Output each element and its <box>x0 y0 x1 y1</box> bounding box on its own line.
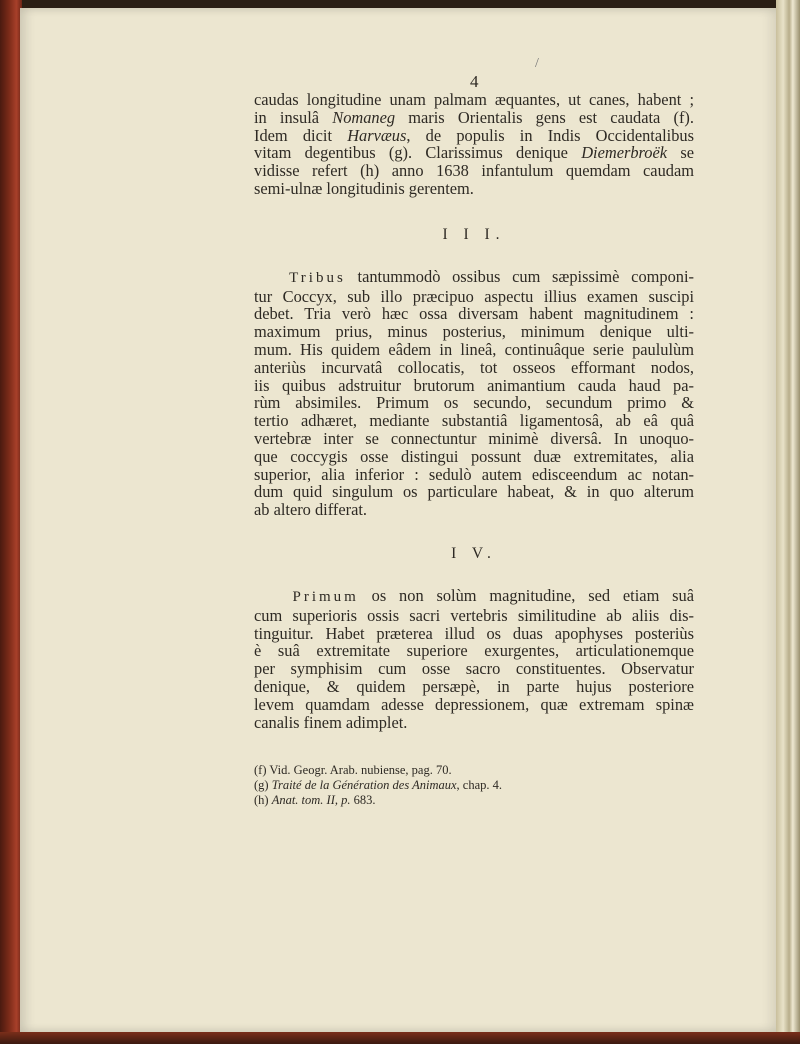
section-heading-4: I V. <box>451 544 497 562</box>
text-line: levem quamdam adesse depressionem, quæ extremam spinæ <box>254 694 694 714</box>
text-line: iis quibus adstruitur brutorum animantium cauda haud pa- <box>254 375 694 395</box>
text-line: ab altero differat. <box>254 500 368 520</box>
text-line: rùm absimiles. Primum os secundo, secundum primo & <box>254 393 694 413</box>
paragraph-section-4 <box>254 587 694 731</box>
text-line: maximum prius, minus posterius, minimum denique ulti- <box>254 322 694 342</box>
text-line: tertio adhæret, mediante substantiâ ligamentosâ, ab eâ quâ <box>254 411 694 431</box>
footnote-g: (g) Traité de la Génération des Animaux, chap. 4. <box>254 778 503 793</box>
page-number: 4 <box>470 72 479 91</box>
book-top-edge <box>0 0 800 8</box>
text-line: tinguitur. Habet præterea illud os duas apophyses posteriùs <box>254 623 694 643</box>
text-line: denique, & quidem persæpè, in parte hujus posteriore <box>254 676 694 696</box>
text-line: anteriùs incurvatâ collocatis, tot osseos efformant nodos, <box>254 357 694 377</box>
text-line: vidisse refert (h) anno 1638 infantulum quemdam caudam <box>254 161 694 181</box>
text-block <box>254 74 694 808</box>
text-line: caudas longitudine unam palmam æquantes, ut canes, habent ; <box>254 90 694 109</box>
paragraph-section-3 <box>254 268 694 519</box>
text-line: vitam degentibus (g). Clarissimus denique Diemerbroëk se <box>254 143 694 163</box>
text-line: tur Coccyx, sub illo præcipuo aspectu illius examen suscipi <box>254 286 694 306</box>
text-line: è suâ extremitate superiore exurgentes, articulationemque <box>254 641 694 661</box>
text-line: canalis finem adimplet. <box>254 712 408 732</box>
footnote-f: (f) Vid. Geogr. Arab. nubiense, pag. 70. <box>254 763 452 778</box>
text-line: superior, alia inferior : sedulò autem edisceendum ac notan- <box>254 464 694 484</box>
text-line: dum quid singulum os particulare habeat, & in quo alterum <box>254 482 694 502</box>
paragraph-intro <box>254 91 694 198</box>
book-bottom-edge <box>0 1032 800 1044</box>
footnote-h: (h) Anat. tom. II, p. 683. <box>254 793 376 808</box>
text-line: per symphisim cum osse sacro constituentes. Observatur <box>254 659 694 679</box>
pencil-mark: / <box>535 56 539 71</box>
text-line: mum. His quidem eâdem in lineâ, continuâque serie paululùm <box>254 339 694 359</box>
text-line: semi-ulnæ longitudinis gerentem. <box>254 178 474 198</box>
text-line: que coccygis osse distingui possunt duæ extremitates, alia <box>254 446 694 466</box>
section-heading-3: I I I. <box>442 225 506 243</box>
text-line: Primum os non solùm magnitudine, sed etiam suâ <box>292 585 694 605</box>
text-line: Tribus tantummodò ossibus cum sæpissimè componi- <box>289 266 694 286</box>
book-page-edges <box>776 0 800 1044</box>
text-line: Idem dicit Harvæus, de populis in Indis Occidentalibus <box>254 125 694 145</box>
book-binding-left <box>0 0 22 1044</box>
footnotes <box>254 763 694 808</box>
text-line: vertebræ inter se connectuntur minimè diversâ. In unoquo- <box>254 428 694 448</box>
text-line: debet. Tria verò hæc ossa diversam habent magnitudinem : <box>254 304 694 324</box>
text-line: cum superioris ossis sacri vertebris similitudine ab aliis dis- <box>254 605 694 625</box>
text-line: in insulâ Nomaneg maris Orientalis gens est caudata (f). <box>254 107 694 127</box>
